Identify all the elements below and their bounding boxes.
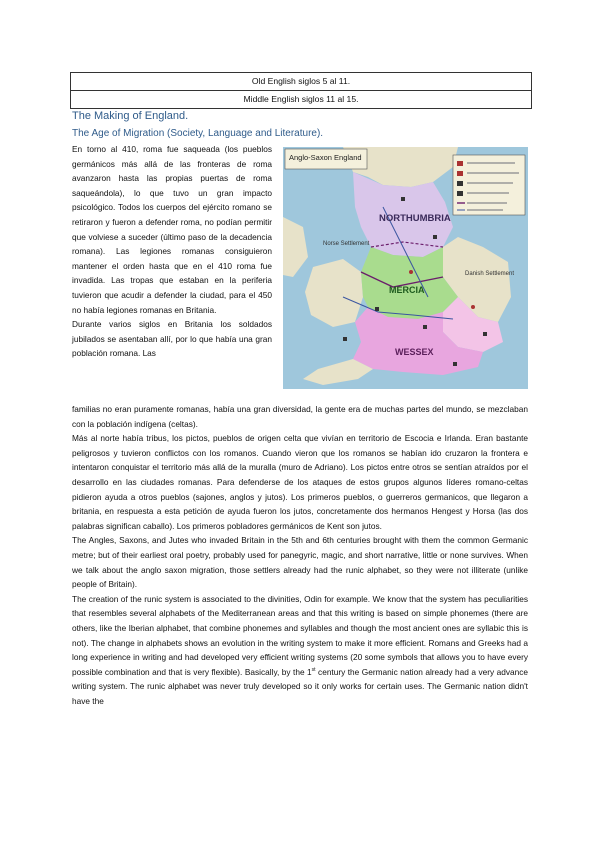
ordinal-superscript: st [311,666,316,673]
settlement-marker [375,307,379,311]
legend-swatch [457,161,463,166]
anglo-saxon-england-map [283,147,528,389]
paragraph-picts: Más al norte había tribus, los pictos, pueblos de origen celta que vivían en territorio de Escocia e Irlanda. Eran bastante peligrosos y tuvieron conflictos con los romanos. Cuando vieron que los romanos se habían ido cruzaron la frontera e intentaron conquistar el territorio más allá de la muralla (muro de Adriano). Los pictos entre otros se sentían atraídos por el desarrollo en las ciudades romanas. Para defenderse de los ataques de estos grupos algunos líderes romano-celtas pidieron ayuda a otros pueblos (sajones, anglos y jutos). Los primeros pueblos, o guerreros germanicos, que llegaron a britania, en respuesta a esta petición de ayuda fueron los jutos, concretamente dos hermanos Hengest y Horsa (las dos palabras significan caballo). Los primeros pobladores germánicos de Kent son jutos. [72,433,528,531]
label-danish-settlement: Danish Settlement [465,271,515,277]
legend-swatch [457,181,463,186]
settlement-marker [453,362,457,366]
settlement-marker [401,197,405,201]
settlement-marker [343,337,347,341]
runic-text-part-a: The creation of the runic system is associated to the divinities, Odin for example. We know that the system has peculiarities that resembles several alphabets of the Mediterranean areas and that this writing is based on simple phonemes (there are others, like the Iberian alphabet, that combine phonemes and syllables and though the most ancient ones are syllabic this is not). The change in alphabets shows an evolution in the writing system to make it more efficient. Romans and Greeks had a long experience in writing and had developed very efficient writing systems (20 some symbols that allows you to have every possible combination and that is very flexible). Basically, by the 1 [72,593,528,677]
label-mercia: MERCIA [389,285,425,295]
paragraph-roman-population-start: Durante varios siglos en Britania los soldados jubilados se asentaban allí, por lo que había una gran población romana. Las [72,319,272,359]
middle-english-period: Middle English siglos 11 al 15. [71,90,531,108]
runic-text-part-b: century the Germanic nation already had a very advance writing system. The runic alphabet was never truly developed so it only works for certain uses. The Germanic nation didn't have the [72,666,528,706]
settlement-marker [409,270,413,274]
settlement-marker [471,305,475,309]
paragraph-sack-of-rome: En torno al 410, roma fue saqueada (los pueblos germánicos más allá de las fronteras de roma avanzaron hasta las propias puertas de roma saqueándola), lo que tuvo un gran impacto psicológico. Todos los cuerpos del ejército romano se retiraron y fueron a defender roma, no podían permitir que volviese a suceder (último paso de la decadencia romana). Las legiones romanas consiguieron mantener el orden hasta que en el 410 roma fue invadida. Las tropas que estaban en la periferia tuvieron que acudir a defender la ciudad, para el 450 no había legiones romanas en Britania. [72,144,272,315]
map-legend-box [453,155,525,215]
label-norse-settlement: Norse Settlement [323,241,370,247]
section-heading: The Making of England. [72,110,189,122]
settlement-marker [483,332,487,336]
full-width-text [72,402,528,708]
paragraph-angles-saxons-jutes: The Angles, Saxons, and Jutes who invaded Britain in the 5th and 6th centuries brought with them the common Germanic metre; but of their earliest oral poetry, probably used for panegyric, magic, and short narrative, little or none survives. When we talk about the anglo saxon migration, those settlers already had the runic alphabet, so they were not illiterate (unlike people of Britain). [72,535,528,590]
legend-swatch [457,191,463,196]
settlement-marker [433,235,437,239]
map-figure [283,147,528,389]
period-summary-box [70,72,532,109]
paragraph-runic-system [72,592,528,709]
label-northumbria: NORTHUMBRIA [379,213,451,224]
left-column-text [72,142,272,361]
label-wessex: WESSEX [395,347,434,357]
legend-swatch [457,171,463,176]
paragraph-roman-population-cont: familias no eran puramente romanas, había una gran diversidad, la gente era de muchas partes del mundo, se mezclaban con la población indígena (celtas). [72,404,528,429]
map-title: Anglo-Saxon England [289,153,362,162]
subsection-heading: The Age of Migration (Society, Language and Literature). [72,128,324,139]
settlement-marker [423,325,427,329]
old-english-period: Old English siglos 5 al 11. [251,76,351,86]
